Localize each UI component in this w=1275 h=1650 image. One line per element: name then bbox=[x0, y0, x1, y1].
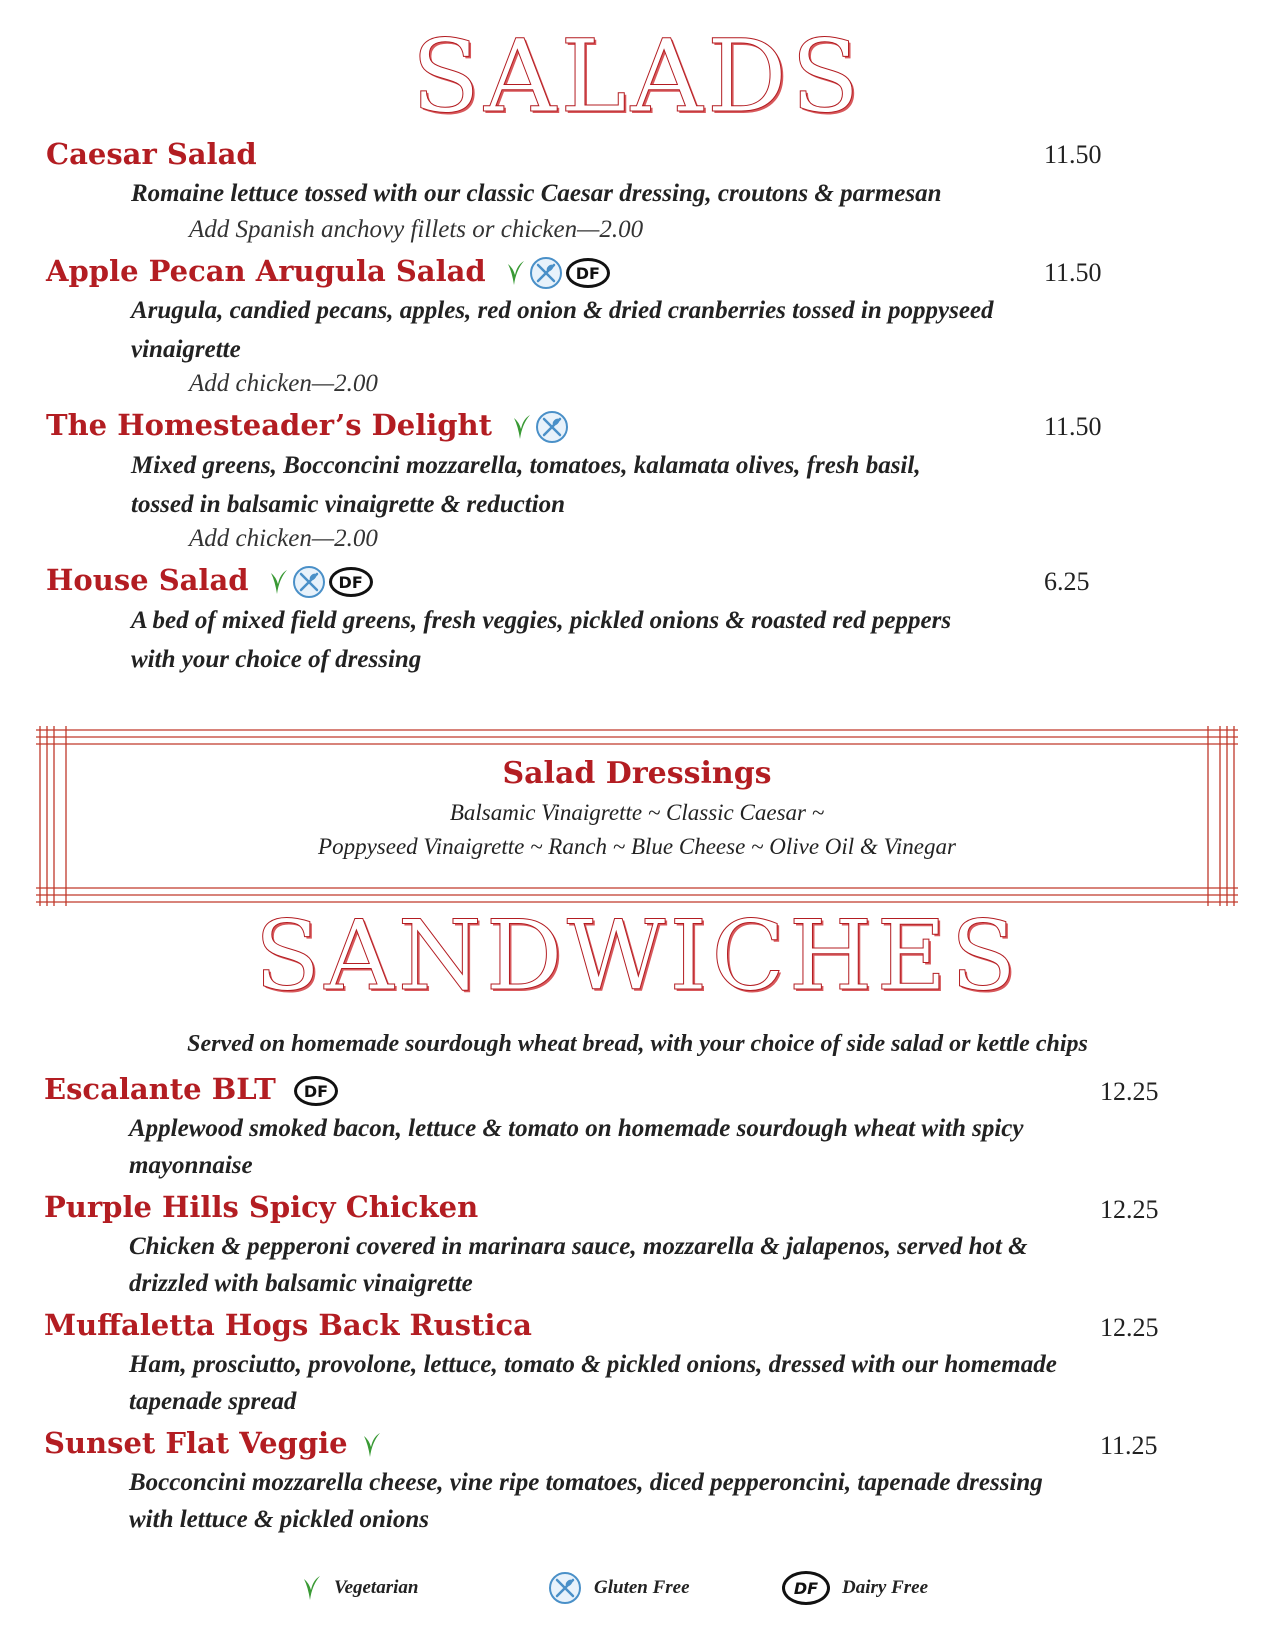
menu-item-price: 12.25 bbox=[1100, 1313, 1159, 1342]
menu-item-name: The Homesteader’s Delight bbox=[46, 408, 569, 444]
menu-item-addon: Add chicken—2.00 bbox=[189, 370, 378, 397]
dressings-heading: Salad Dressings bbox=[502, 756, 772, 791]
menu-item-name: Muffaletta Hogs Back Rustica bbox=[44, 1308, 532, 1342]
legend-gluten-free bbox=[548, 1571, 690, 1605]
menu-item-price: 11.50 bbox=[1044, 258, 1102, 287]
diet-icons bbox=[360, 1430, 382, 1460]
legend-label: Gluten Free bbox=[594, 1577, 690, 1598]
menu-item-name: Apple Pecan Arugula Salad DF bbox=[46, 254, 610, 290]
vegetarian-icon bbox=[510, 412, 532, 442]
menu-item-description: Chicken & pepperoni covered in marinara sauce, mozzarella & jalapenos, served hot & drizzled with balsamic vinaigrette bbox=[129, 1233, 1028, 1297]
legend-label: Vegetarian bbox=[334, 1577, 419, 1598]
diet-icons bbox=[510, 410, 569, 444]
diet-icons bbox=[504, 256, 610, 290]
menu-item-description: Arugula, candied pecans, apples, red onion & dried cranberries tossed in poppyseed vinaigrette bbox=[131, 297, 994, 363]
diet-icons bbox=[294, 1076, 338, 1106]
salad-dressings-box bbox=[36, 726, 1238, 906]
menu-item-price: 11.25 bbox=[1100, 1431, 1158, 1460]
gluten-free-icon bbox=[529, 256, 563, 290]
vegetarian-icon bbox=[360, 1430, 382, 1460]
menu-item-description: Mixed greens, Bocconcini mozzarella, tomatoes, kalamata olives, fresh basil, tossed in balsamic vinaigrette & reduction bbox=[131, 452, 921, 518]
dressings-list-line: Poppyseed Vinaigrette ~ Ranch ~ Blue Cheese ~ Olive Oil & Vinegar bbox=[318, 834, 956, 859]
menu-item-price: 11.50 bbox=[1044, 412, 1102, 441]
legend-vegetarian bbox=[300, 1573, 418, 1603]
menu-item-price: 12.25 bbox=[1100, 1077, 1159, 1106]
menu-item-description: Romaine lettuce tossed with our classic Caesar dressing, croutons & parmesan bbox=[131, 180, 942, 207]
menu-item-name: Escalante BLT DF bbox=[44, 1072, 338, 1106]
legend-dairy-free bbox=[782, 1571, 928, 1605]
dairy-free-icon: DF bbox=[329, 567, 373, 597]
sandwiches-note: Served on homemade sourdough wheat bread, with your choice of side salad or kettle chips bbox=[187, 1031, 1088, 1057]
menu-item-description: Ham, prosciutto, provolone, lettuce, tomato & pickled onions, dressed with our homemade tapenade spread bbox=[129, 1351, 1057, 1415]
dairy-free-icon: DF bbox=[566, 258, 610, 288]
legend-label: Dairy Free bbox=[842, 1577, 929, 1598]
menu-item-description: A bed of mixed field greens, fresh veggies, pickled onions & roasted red peppers with your choice of dressing bbox=[131, 607, 952, 673]
menu-item-price: 12.25 bbox=[1100, 1195, 1159, 1224]
menu-item-name: House Salad DF bbox=[46, 563, 373, 599]
dairy-free-icon: DF bbox=[294, 1076, 338, 1106]
dairy-free-icon: DF bbox=[782, 1571, 830, 1605]
vegetarian-icon bbox=[504, 258, 526, 288]
menu-item-addon: Add Spanish anchovy fillets or chicken—2.00 bbox=[189, 216, 644, 243]
gluten-free-icon bbox=[292, 565, 326, 599]
menu-item-name: Purple Hills Spicy Chicken bbox=[44, 1190, 479, 1224]
gluten-free-icon bbox=[535, 410, 569, 444]
salads-heading: SALADS bbox=[411, 18, 864, 135]
menu-item-name: Caesar Salad bbox=[46, 137, 257, 171]
menu-item-price: 11.50 bbox=[1044, 140, 1102, 169]
diet-icons bbox=[267, 565, 373, 599]
menu-item-name: Sunset Flat Veggie bbox=[44, 1426, 382, 1460]
menu-item-price: 6.25 bbox=[1044, 567, 1090, 596]
menu-item-description: Bocconcini mozzarella cheese, vine ripe tomatoes, diced pepperoncini, tapenade dressing with lettuce & pickled onions bbox=[129, 1469, 1043, 1533]
menu-item-description: Applewood smoked bacon, lettuce & tomato on homemade sourdough wheat with spicy mayonnaise bbox=[129, 1115, 1024, 1179]
menu-item-addon: Add chicken—2.00 bbox=[189, 525, 378, 552]
sandwiches-heading: SANDWICHES bbox=[254, 900, 1021, 1012]
vegetarian-icon bbox=[267, 567, 289, 597]
vegetarian-icon bbox=[300, 1573, 322, 1603]
gluten-free-icon bbox=[548, 1571, 582, 1605]
dressings-list-line: Balsamic Vinaigrette ~ Classic Caesar ~ bbox=[449, 800, 825, 825]
